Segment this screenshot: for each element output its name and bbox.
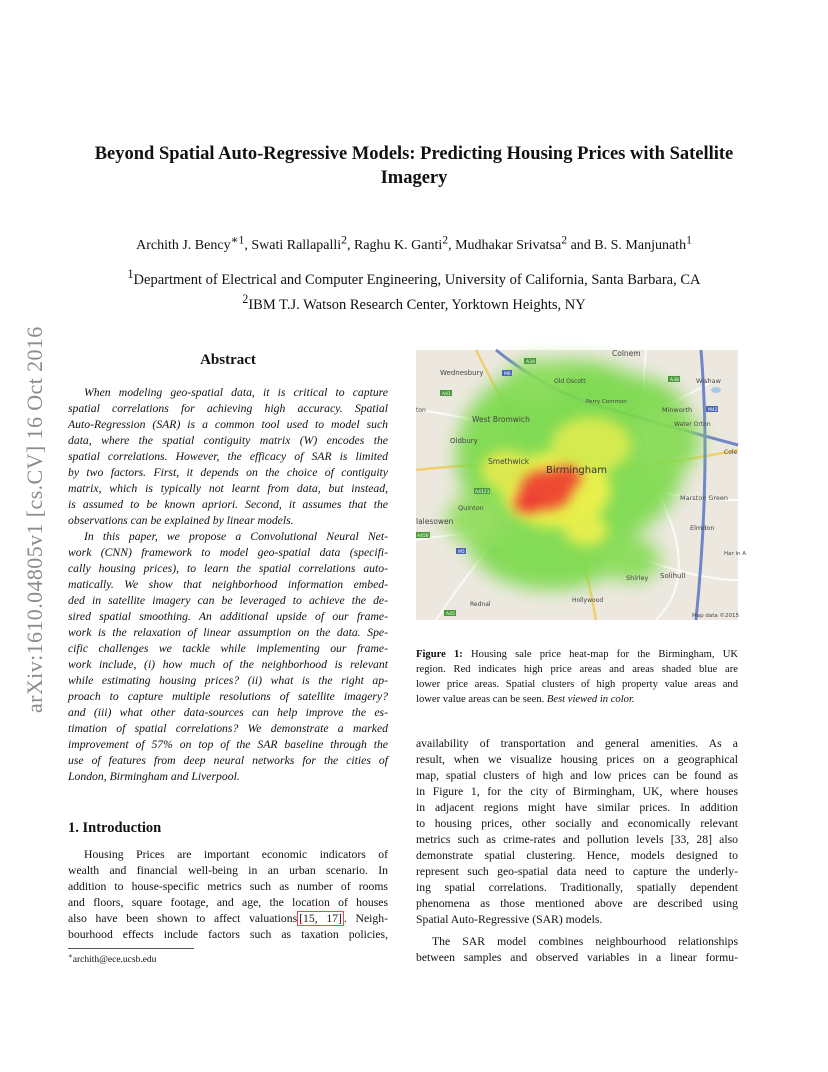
intro-line: bourhood effects include factors such as taxation policies, (68, 928, 388, 941)
abstract-line: and (iii) what other data-sources can help improve the es- (68, 706, 388, 719)
abstract-line: When modeling geo-spatial data, it is critical to capture (84, 386, 388, 399)
map-label: Colnem (612, 349, 641, 358)
road-label: A41 (442, 392, 451, 397)
map-label: West Bromwich (472, 415, 530, 424)
body-line: Spatial Auto-Regressive (SAR) models. (416, 913, 603, 926)
body-line: in Figure 1, for the city of Birmingham, UK, where houses (416, 785, 738, 798)
road-label: M6 (504, 372, 511, 377)
abstract-line: spatial correlations. However, the efficacy of SAR is limited (68, 450, 388, 463)
map-label: Perry Common (586, 399, 627, 405)
affiliation-1: $^1$Department of Electrical and Computer Engineering, University of California, Santa Barbara, CA (127, 267, 701, 288)
road-label: M42 (708, 408, 718, 413)
map-label: Rednal (470, 601, 491, 608)
map-label: Water Orton (674, 421, 711, 428)
heatmap-svg (416, 349, 747, 620)
map-attribution: Map data ©2015 (692, 613, 739, 619)
map-label: Marston Green (680, 494, 729, 502)
map-label: Old Oscott (554, 378, 586, 385)
abstract-line: timation of spatial correlations? We demonstrate a marked (68, 722, 388, 735)
map-label: ton (416, 407, 426, 414)
arxiv-stamp: arXiv:1610.04805v1 [cs.CV] 16 Oct 2016 (22, 326, 47, 714)
intro-line: addition to house-specific metrics such as number of rooms (68, 880, 388, 893)
citation-link[interactable]: [15, 17] (299, 912, 342, 925)
author: Raghu K. Ganti$^2$, (354, 233, 456, 253)
body-text-right (416, 736, 738, 928)
abstract-body (68, 385, 388, 785)
intro-line: and floors, square footage, and age, the location of houses (68, 896, 388, 909)
title-line-1: Beyond Spatial Auto-Regressive Models: Predicting Housing Prices with Satellite (94, 144, 734, 164)
abstract-line: by two factors. First, it depends on the choice of contiguity (68, 466, 388, 479)
intro-line: also have been shown to affect valuations [15, 17] . Neigh- (68, 912, 388, 925)
abstract-line: work (CNN) framework to model geo-spatial data (specifi- (68, 546, 388, 559)
abstract-line: improvement of 57% on top of the SAR baseline through the (68, 738, 388, 751)
abstract-line: matically. We show that neighborhood information embed- (68, 578, 388, 591)
author: Swati Rallapalli$^2$, (251, 233, 354, 253)
body-line: map, spatial clusters of high and low prices can be found as (416, 769, 738, 782)
introduction-body (68, 847, 388, 943)
caption-line: lower price areas. Spatial clusters of high property value areas and (416, 679, 738, 690)
body-line: in adjacent regions might have similar prices. In addition (416, 801, 738, 814)
figure-heatmap-birmingham (416, 349, 747, 620)
road-label: A45 (446, 612, 455, 617)
body-line: The SAR model combines neighbourhood relationships (432, 935, 738, 948)
caption-line: Figure 1: Housing sale price heat-map for the Birmingham, UK (416, 649, 738, 660)
abstract-line: observations can be explained by linear models. (68, 514, 294, 527)
affiliation-2: $^2$IBM T.J. Watson Research Center, Yorktown Heights, NY (242, 291, 586, 313)
abstract-line: Auto-Regression (SAR) is a common tool used to model such (68, 418, 388, 431)
footnote-divider (68, 948, 194, 949)
map-label: Wednesbury (440, 369, 484, 377)
abstract-heading: Abstract (200, 352, 256, 368)
abstract-line: use of features from deep neural networks for the cities of (68, 754, 388, 767)
author: B. S. Manjunath$^1$ (594, 233, 692, 253)
map-label: Oldbury (450, 437, 478, 445)
abstract-line: work include, (i) how much of the neighborhood is relevant (68, 658, 388, 671)
map-label: Solihull (660, 572, 686, 580)
footnote: ∗archith@ece.ucsb.edu (68, 952, 157, 966)
map-label: Birmingham (546, 465, 607, 476)
abstract-line: spatial correlations for achieving high accuracy. Spatial (68, 402, 388, 415)
abstract-line: cific challenges we tackle while implementing our frame- (68, 642, 388, 655)
caption-line: region. Red indicates high price areas and areas shaded blue are (416, 664, 738, 675)
abstract-line: ded in satellite imagery can be leveraged to achieve the de- (68, 594, 388, 607)
abstract-line: London, Birmingham and Liverpool. (68, 770, 240, 783)
map-label: Hollywood (572, 597, 604, 604)
body-line: represent such geo-spatial data need to capture the underly- (416, 865, 738, 878)
map-label: Shirley (626, 574, 649, 582)
abstract-line: matrix, which is typically not learnt from data, but instead, (68, 482, 388, 495)
road-label: M5 (458, 550, 465, 555)
body-text-right-2 (416, 934, 738, 966)
figure-caption (416, 647, 738, 707)
road-label: A4123 (475, 490, 490, 495)
abstract-line: In this paper, we propose a Convolutional Neural Net- (84, 530, 388, 543)
paper-title (60, 142, 768, 190)
map-label: Elmdon (690, 524, 715, 532)
map-label: lalesowen (416, 517, 454, 526)
map-label: Cole (724, 449, 738, 456)
map-label: Quinton (458, 504, 484, 512)
map-label: Wishaw (696, 377, 721, 385)
section-heading-introduction: 1. Introduction (68, 820, 162, 836)
caption-line: lower value areas can be seen. Best viewed in color. (416, 694, 635, 705)
body-line: demonstrate spatial clustering. Hence, models designed to (416, 849, 738, 862)
abstract-line: proach to capture multiple resolutions of satellite imagery? (68, 690, 388, 703)
body-line: phenomena as those mentioned above are described using (416, 897, 738, 910)
map-label: Smethwick (488, 457, 530, 466)
body-line: to housing prices, other socially and economically relevant (416, 817, 738, 830)
map-label: Har in A (724, 551, 747, 557)
abstract-line: data, where the spatial contiguity matrix (W) encodes the (68, 434, 388, 447)
author: Mudhakar Srivatsa$^2$ and (455, 233, 595, 253)
title-line-2: Imagery (380, 168, 448, 188)
intro-line: Housing Prices are important economic indicators of (84, 848, 388, 861)
map-label: Minworth (662, 406, 693, 414)
road-label: A34 (526, 360, 535, 365)
road-label: A456 (417, 534, 429, 539)
body-line: availability of transportation and general amenities. As a (416, 737, 738, 750)
body-line: ing spatial correlations. Traditionally, spatially dependent (416, 881, 738, 894)
author-list (40, 232, 788, 254)
footnote-email: archith@ece.ucsb.edu (72, 955, 157, 966)
abstract-line: cally housing prices), to learn the spatial correlations auto- (68, 562, 388, 575)
author: Archith J. Bency$^{∗1}$, (136, 233, 252, 253)
abstract-line: sired spatial smoothing. An additional upside of our frame- (68, 610, 388, 623)
abstract-line: work is the relaxation of linear assumption on the data. Spe- (68, 626, 388, 639)
body-line: metrics such as crime-rates and pollution levels [33, 28] also (416, 833, 738, 846)
affiliations (40, 265, 788, 315)
abstract-line: is assumed to be known apriori. Second, it assumes that the (68, 498, 388, 511)
body-line: between samples and observed variables in a linear formu- (416, 951, 738, 964)
intro-line: wealth and financial well-being in an urban scenario. In (68, 864, 388, 877)
road-label: A38 (670, 378, 679, 383)
abstract-line: while estimating housing prices? (ii) what is the right ap- (68, 674, 388, 687)
body-line: result, when we visualize housing prices on a geographical (416, 753, 738, 766)
